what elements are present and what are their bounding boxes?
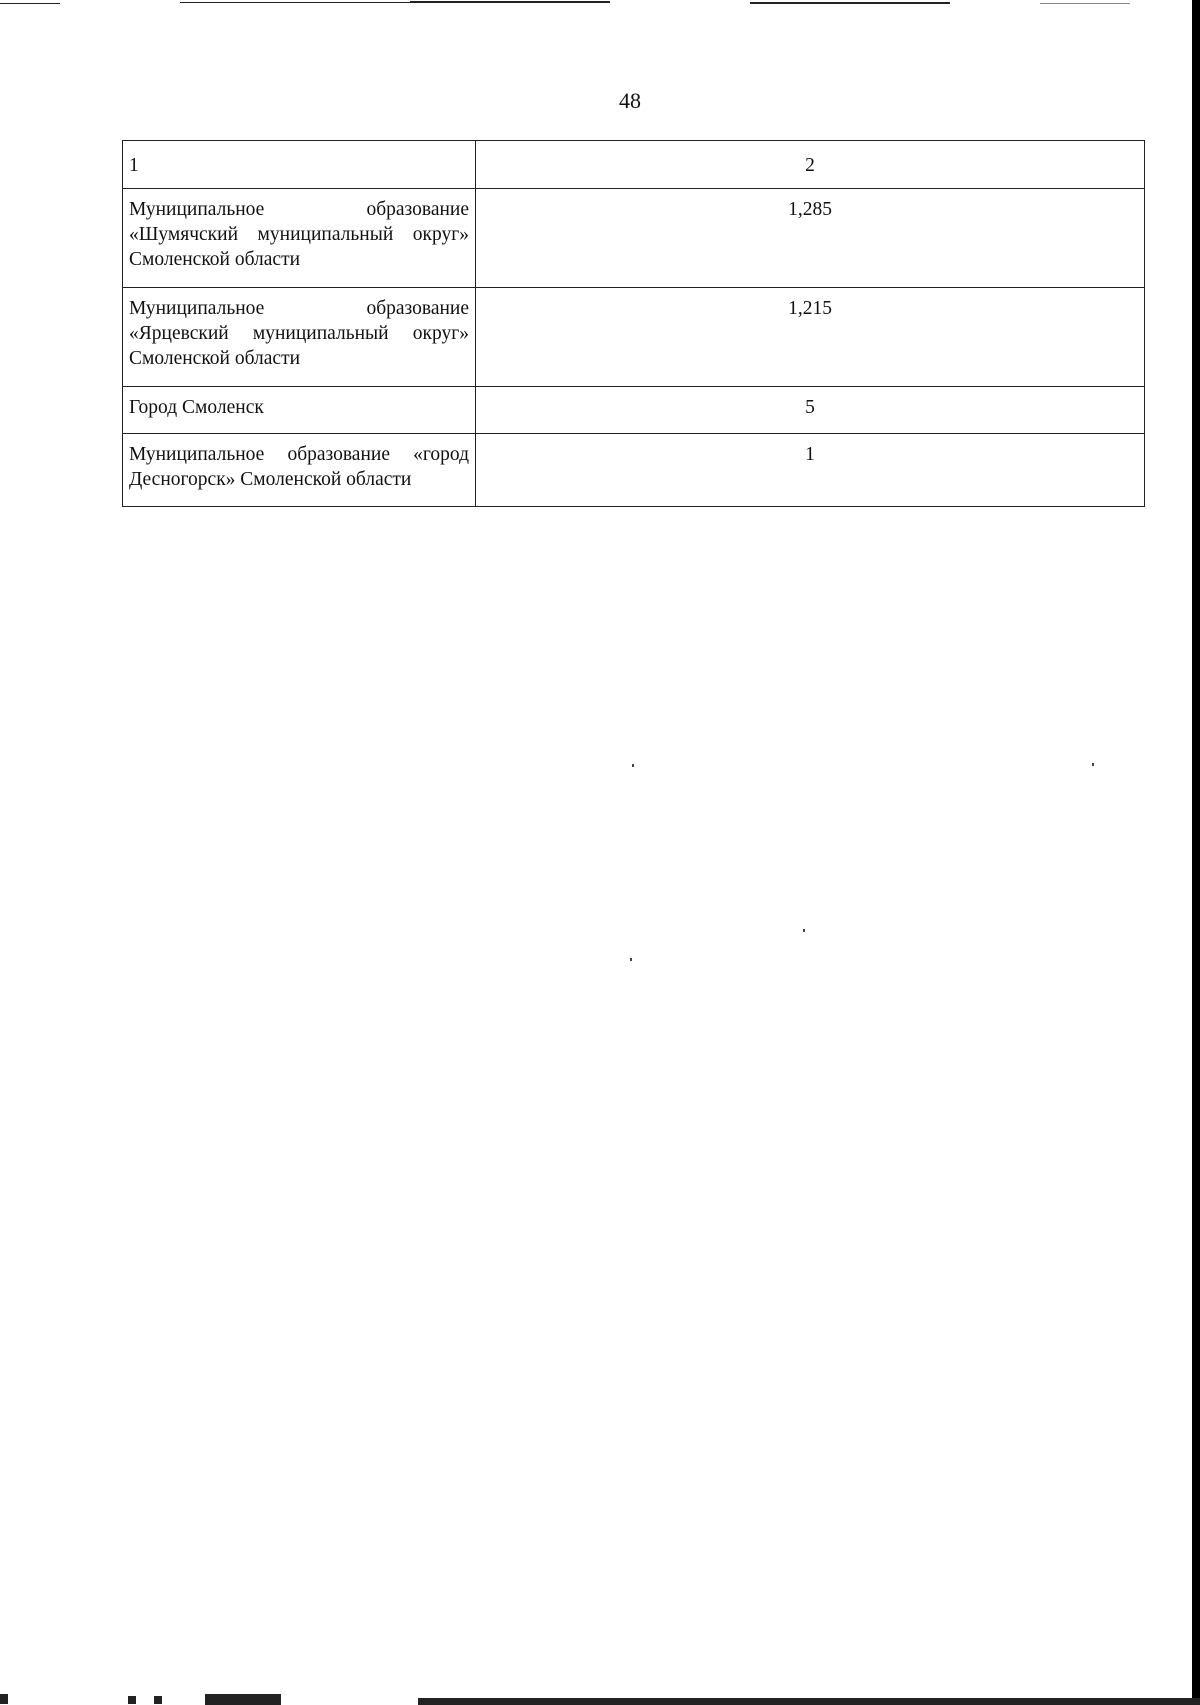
- coefficient-value: 1: [476, 434, 1145, 507]
- scan-speck: [632, 764, 634, 767]
- scan-line-top-2: [180, 2, 410, 3]
- scan-line-top-3: [410, 1, 610, 3]
- table-row: [123, 434, 1145, 507]
- coefficient-value: 5: [476, 387, 1145, 434]
- scan-line-bottom-1: [0, 1694, 8, 1704]
- table-row: [123, 387, 1145, 434]
- scan-line-bottom-3: [154, 1696, 162, 1704]
- municipality-name: Муниципальное образование «Шумячский муниципальный округ» Смоленской области: [123, 189, 476, 288]
- scan-edge-right: [1192, 0, 1200, 1705]
- scan-speck: [630, 958, 632, 961]
- municipality-name: Муниципальное образование «город Десногорск» Смоленской области: [123, 434, 476, 507]
- scan-speck: [1092, 763, 1094, 766]
- table-row: [123, 189, 1145, 288]
- data-table: [122, 140, 1145, 507]
- page-number: 48: [619, 88, 641, 113]
- coefficient-value: 1,285: [476, 189, 1145, 288]
- scan-line-top-5: [1040, 3, 1130, 4]
- table-header-cell: 1: [123, 141, 476, 189]
- table-row: [123, 288, 1145, 387]
- scan-line-bottom-5: [418, 1698, 1200, 1705]
- scan-line-top-1: [0, 3, 60, 4]
- table-header-row: [123, 141, 1145, 189]
- scan-line-bottom-2: [128, 1696, 136, 1704]
- municipality-name: Город Смоленск: [123, 387, 476, 434]
- coefficient-value: 1,215: [476, 288, 1145, 387]
- scan-line-bottom-4: [205, 1694, 281, 1705]
- municipality-name: Муниципальное образование «Ярцевский муниципальный округ» Смоленской области: [123, 288, 476, 387]
- scan-line-top-4: [750, 2, 950, 4]
- scan-speck: [803, 929, 805, 932]
- table-header-cell: 2: [476, 141, 1145, 189]
